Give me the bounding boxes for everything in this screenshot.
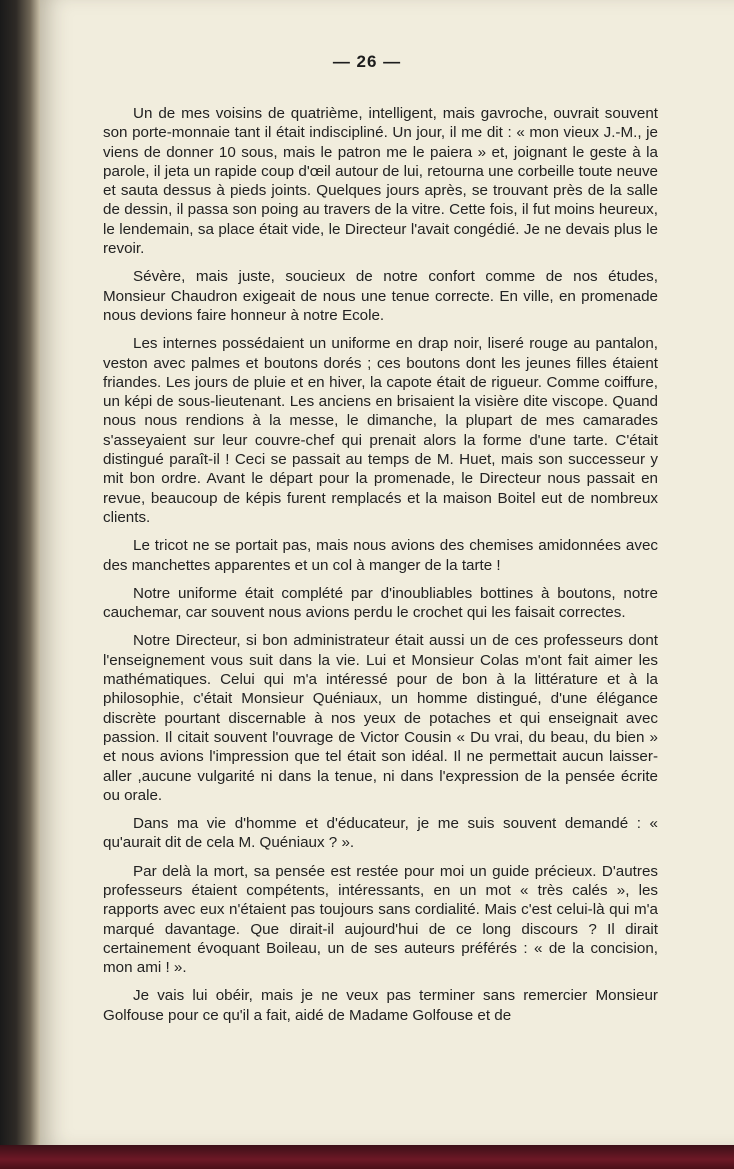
paragraph: Je vais lui obéir, mais je ne veux pas terminer sans remercier Monsieur Golfouse pour ce qu'il a fait, aidé de Madame Golfouse et de	[103, 987, 658, 1024]
cover-edge	[0, 1145, 734, 1169]
paragraph: Par delà la mort, sa pensée est restée pour moi un guide précieux. D'autres professeurs étaient compétents, intéressants, en un mot « très calés », les rapports avec eux n'étaient pas toujours sans cordialité. Mais c'est celui-là qui m'a marqué davantage. Que dirait-il aujourd'hui de ce long discours ? Il dirait certainement évoquant Boileau, un de ses auteurs préférés : « de la concision, mon ami ! ».	[103, 862, 658, 977]
page-number: — 26 —	[332, 52, 402, 71]
paragraph: Notre Directeur, si bon administrateur était aussi un de ces professeurs dont l'enseignement vous suit dans la vie. Lui et Monsieur Colas m'ont fait aimer les mathématiques. Celui qui m'a intéressé pour de bon à la littérature et à la philosophie, c'était Monsieur Quéniaux, un homme distingué, d'une élégance discrète pourtant discernable à nos yeux de potaches et qui enseignait avec passion. Il citait souvent l'ouvrage de Victor Cousin « Du vrai, du beau, du bien » et nous avions l'impression que tel était son idéal. Il ne permettait aucun laisser-aller ,aucune vulgarité ni dans la tenue, ni dans l'expression de la pensée écrite ou orale.	[103, 632, 658, 804]
paragraph: Notre uniforme était complété par d'inoubliables bottines à boutons, notre cauchemar, car souvent nous avions perdu le crochet qui les faisait correctes.	[103, 584, 658, 622]
paragraph: Un de mes voisins de quatrième, intelligent, mais gavroche, ouvrait souvent son porte-monnaie tant il était indiscipliné. Un jour, il me dit : « mon vieux J.-M., je viens de donner 10 sous, mais le patron me le paiera » et, joignant le geste à la parole, il jeta un rapide coup d'œil autour de lui, retourna une corbeille toute neuve et sauta dessus à pieds joints. Quelques jours après, se trouvant près de la salle de dessin, il passa son poing au travers de la vitre. Cette fois, il fut moins heureux, le lendemain, sa place était vide, le Directeur l'avait congédié. Je ne devais plus le revoir.	[103, 105, 658, 258]
book-binding-edge	[0, 0, 40, 1169]
body-text	[103, 104, 658, 1034]
paragraph: Les internes possédaient un uniforme en drap noir, liseré rouge au pantalon, veston avec palmes et boutons dorés ; ces boutons dont les jeunes filles étaient friandes. Les jours de pluie et en hiver, la capote était de rigueur. Comme coiffure, un képi de sous-lieutenant. Les anciens en brisaient la visière dite viscope. Quand nous nous rendions à la messe, le dimanche, la plupart de mes camarades s'asseyaient sur leur couvre-chef qui prenait alors la forme d'une tarte. C'était distingué paraît-il ! Ceci se passait au temps de M. Huet, mais son successeur y mit bon ordre. Avant le départ pour la promenade, le Directeur nous passait en revue, beaucoup de képis furent remplacés et la maison Boitel eut de nombreux clients.	[103, 335, 658, 526]
paragraph: Sévère, mais juste, soucieux de notre confort comme de nos études, Monsieur Chaudron exigeait de nous une tenue correcte. En ville, en promenade nous devions faire honneur à notre Ecole.	[103, 268, 658, 324]
paragraph: Dans ma vie d'homme et d'éducateur, je me suis souvent demandé : « qu'aurait dit de cela M. Quéniaux ? ».	[103, 815, 658, 852]
paragraph: Le tricot ne se portait pas, mais nous avions des chemises amidonnées avec des manchettes apparentes et un col à manger de la tarte !	[103, 537, 658, 574]
